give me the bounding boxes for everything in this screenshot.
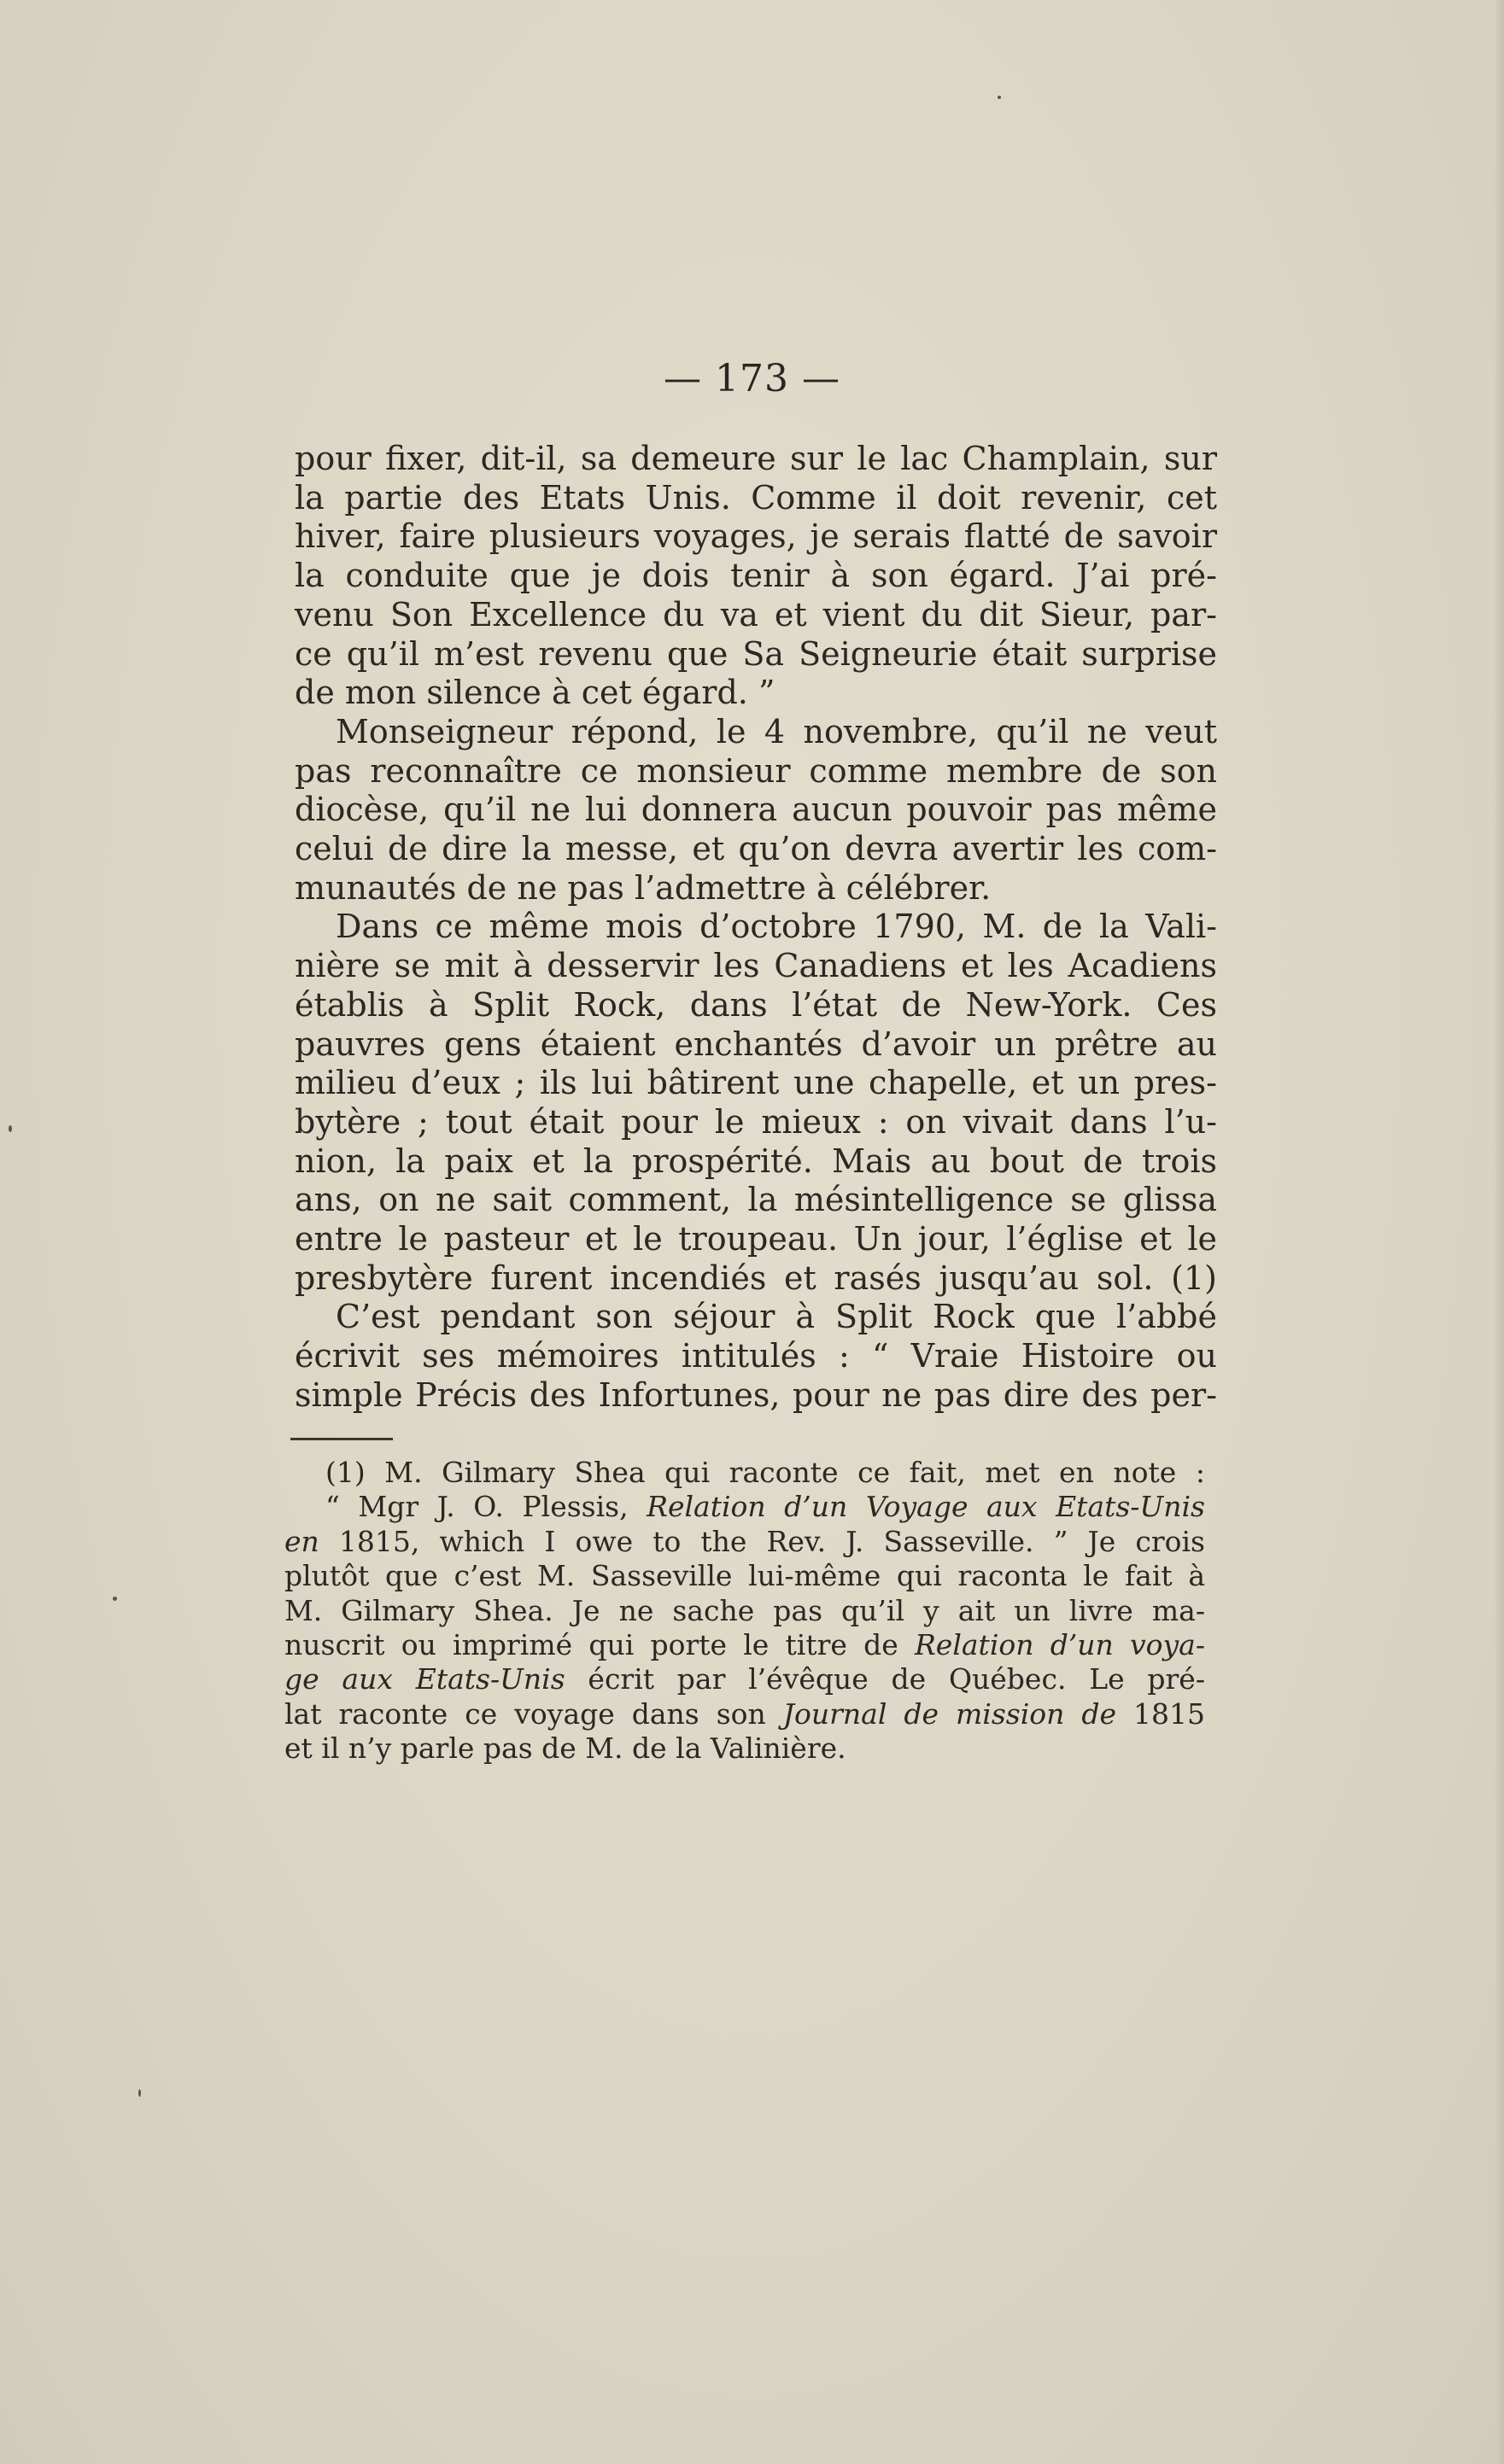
page-number: — 173 — bbox=[664, 357, 840, 400]
text-line: presbytère furent incendiés et rasés jusqu’au sol. (1) bbox=[295, 1258, 1217, 1297]
italic-title: en bbox=[284, 1524, 319, 1558]
text-line: simple Précis des Infortunes, pour ne pas dire des per- bbox=[295, 1375, 1217, 1414]
footnote-line bbox=[284, 1559, 1205, 1593]
footnote-line bbox=[284, 1456, 1205, 1490]
footnote-line bbox=[284, 1731, 1205, 1766]
paper-speck bbox=[138, 2089, 141, 2097]
text-line: la partie des Etats Unis. Comme il doit revenir, cet bbox=[295, 478, 1217, 517]
text-line: pas reconnaître ce monsieur comme membre de son bbox=[295, 751, 1217, 790]
text-line: nière se mit à desservir les Canadiens et les Acadiens bbox=[295, 947, 1217, 985]
text-line: écrivit ses mémoires intitulés : “ Vraie Histoire ou bbox=[295, 1337, 1217, 1375]
text-line: la conduite que je dois tenir à son égard. J’ai pré- bbox=[295, 557, 1217, 595]
text-line: Monseigneur répond, le 4 novembre, qu’il ne veut bbox=[336, 712, 1217, 750]
text-line: venu Son Excellence du va et vient du dit Sieur, par- bbox=[295, 595, 1217, 634]
italic-title: Relation d’un voya- bbox=[914, 1628, 1205, 1662]
footnote-text: plutôt que c’est M. Sasseville lui-même qui raconta le fait à bbox=[284, 1559, 1205, 1593]
italic-title: Journal de mission de bbox=[782, 1696, 1117, 1731]
footnote-text: et il n’y parle pas de M. de la Valinière. bbox=[284, 1731, 846, 1766]
text-line: munautés de ne pas l’admettre à célébrer. bbox=[295, 868, 992, 907]
footnote-line bbox=[284, 1628, 1205, 1662]
text-line: hiver, faire plusieurs voyages, je serais flatté de savoir bbox=[295, 517, 1217, 556]
text-line: diocèse, qu’il ne lui donnera aucun pouvoir pas même bbox=[295, 791, 1217, 829]
footnote-line bbox=[284, 1697, 1205, 1731]
text-line: entre le pasteur et le troupeau. Un jour, l’église et le bbox=[295, 1220, 1217, 1258]
text-line: Dans ce même mois d’octobre 1790, M. de la Vali- bbox=[336, 908, 1217, 946]
footnote-text: 1815, which I owe to the Rev. J. Sasseville. ” Je crois bbox=[319, 1524, 1205, 1558]
footnote-text: M. Gilmary Shea. Je ne sache pas qu’il y ait un livre ma- bbox=[284, 1593, 1205, 1627]
text-line: ce qu’il m’est revenu que Sa Seigneurie était surprise bbox=[295, 634, 1217, 673]
text-line: ans, on ne sait comment, la mésintelligence se glissa bbox=[295, 1181, 1217, 1219]
text-line: de mon silence à cet égard. ” bbox=[295, 674, 775, 712]
text-line: celui de dire la messe, et qu’on devra avertir les com- bbox=[295, 830, 1217, 868]
text-line: nion, la paix et la prospérité. Mais au bout de trois bbox=[295, 1141, 1217, 1180]
footnote-text: 1815 bbox=[1116, 1696, 1205, 1731]
text-line: bytère ; tout était pour le mieux : on vivait dans l’u- bbox=[295, 1102, 1217, 1141]
footnote-text: lat raconte ce voyage dans son bbox=[284, 1696, 783, 1731]
paper-speck bbox=[113, 1597, 117, 1601]
main-text bbox=[295, 440, 1217, 1416]
body-paragraphs bbox=[295, 440, 1217, 1416]
text-line: milieu d’eux ; ils lui bâtirent une chapelle, et un pres- bbox=[295, 1064, 1217, 1102]
text-line: pauvres gens étaient enchantés d’avoir un prêtre au bbox=[295, 1025, 1217, 1063]
text-line: pour fixer, dit-il, sa demeure sur le lac Champlain, sur bbox=[295, 440, 1217, 477]
footnote-line bbox=[284, 1525, 1205, 1559]
footnote-text: “ Mgr J. O. Plessis, bbox=[325, 1490, 647, 1524]
footnote-text: (1) M. Gilmary Shea qui raconte ce fait, met en note : bbox=[325, 1456, 1205, 1489]
italic-title: ge aux Etats-Unis bbox=[284, 1662, 565, 1696]
footnote-line bbox=[284, 1594, 1205, 1628]
text-line: établis à Split Rock, dans l’état de New-York. Ces bbox=[295, 985, 1217, 1024]
paper-speck bbox=[998, 96, 1001, 99]
italic-title: Relation d’un Voyage aux Etats-Unis bbox=[647, 1490, 1205, 1524]
footnote-line bbox=[284, 1490, 1205, 1524]
footnote-text: écrit par l’évêque de Québec. Le pré- bbox=[565, 1662, 1205, 1696]
footnote bbox=[284, 1456, 1205, 1766]
footnote-line bbox=[284, 1662, 1205, 1696]
text-line: C’est pendant son séjour à Split Rock que l’abbé bbox=[336, 1298, 1217, 1336]
footnote-text: nuscrit ou imprimé qui porte le titre de bbox=[284, 1628, 915, 1662]
footnote-separator bbox=[290, 1438, 393, 1440]
paper-speck bbox=[9, 1125, 12, 1132]
